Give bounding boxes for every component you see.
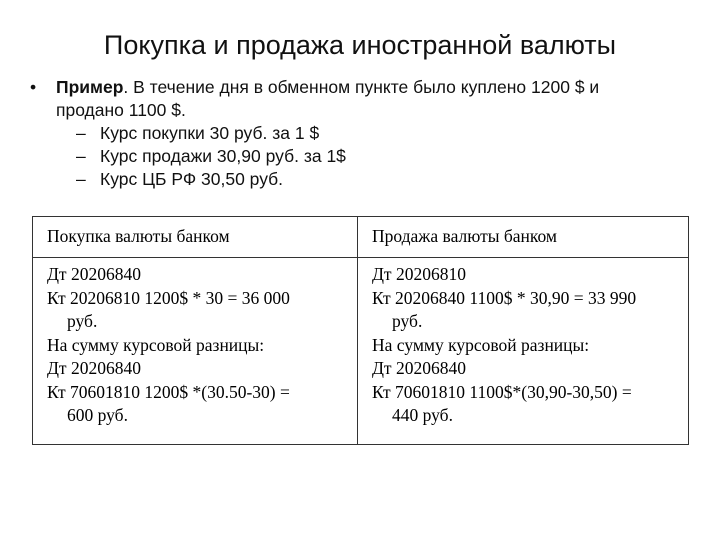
entry-line: 600 руб. — [67, 405, 128, 425]
header-purchase: Покупка валюты банком — [47, 226, 230, 246]
entries-cell-purchase — [33, 258, 358, 445]
header-sale: Продажа валюты банком — [372, 226, 557, 246]
bullet-line-2 — [30, 99, 690, 122]
table-row — [33, 258, 689, 445]
entry-line: Дт 20206810 — [372, 264, 466, 284]
header-cell-purchase — [33, 217, 358, 258]
dash-marker: – — [76, 169, 86, 189]
entry-line: На сумму курсовой разницы: — [372, 334, 590, 355]
entry-line: Дт 20206840 — [47, 358, 141, 378]
bullet-line-1 — [30, 76, 690, 99]
entry-line: руб. — [392, 311, 423, 331]
entry-line: На сумму курсовой разницы: — [47, 334, 265, 355]
entry-line: Дт 20206840 — [47, 264, 141, 284]
example-text-line2: продано 1100 $. — [56, 100, 186, 120]
example-label: Пример — [56, 77, 124, 97]
rate-item-sell — [30, 145, 690, 168]
entry-line: Кт 70601810 1100$*(30,90-30,50) = — [372, 381, 632, 402]
slide-title: Покупка и продажа иностранной валюты — [103, 30, 617, 60]
rate-item-buy — [30, 122, 690, 145]
table-header-row — [33, 217, 689, 258]
rate-item-text: Курс покупки 30 руб. за 1 $ — [100, 123, 320, 143]
accounting-entries-table — [32, 216, 689, 445]
entry-line: Дт 20206840 — [372, 358, 466, 378]
entry-line: 440 руб. — [392, 405, 453, 425]
dash-marker: – — [76, 146, 86, 166]
example-bullet — [30, 76, 690, 191]
rate-item-cbr — [30, 168, 690, 191]
entries-cell-sale — [358, 258, 689, 445]
example-text-line1: . В течение дня в обменном пункте было куплено 1200 $ и — [123, 77, 600, 97]
entry-line: Кт 70601810 1200$ *(30.50-30) = — [47, 381, 290, 402]
entry-line: Кт 20206810 1200$ * 30 = 36 000 — [47, 287, 290, 308]
bullet-marker: • — [30, 77, 37, 97]
dash-marker: – — [76, 123, 86, 143]
entry-line: руб. — [67, 311, 98, 331]
rate-item-text: Курс ЦБ РФ 30,50 руб. — [100, 169, 284, 189]
entry-line: Кт 20206840 1100$ * 30,90 = 33 990 — [372, 287, 637, 308]
rate-item-text: Курс продажи 30,90 руб. за 1$ — [100, 146, 346, 166]
header-cell-sale — [358, 217, 689, 258]
